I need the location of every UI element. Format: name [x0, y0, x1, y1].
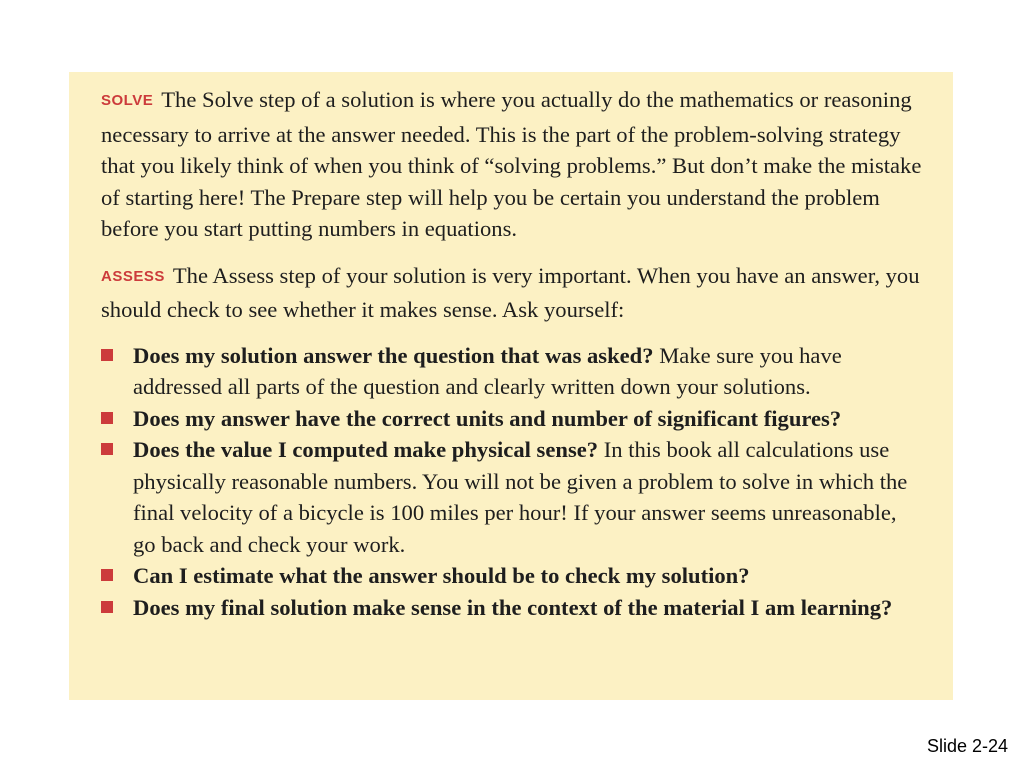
checklist-question: Does the value I computed make physical sense?: [133, 437, 599, 462]
checklist-question: Does my solution answer the question that was asked?: [133, 342, 654, 368]
solve-paragraph: [101, 84, 923, 245]
list-item: [101, 560, 923, 592]
square-bullet-icon: [101, 601, 113, 613]
list-item: [101, 403, 923, 435]
checklist-question: Can I estimate what the answer should be to check my solution?: [133, 563, 750, 588]
solve-text: The Solve step of a solution is where you actually do the mathematics or reasoning necessary to arrive at the answer needed. This is the part of the problem-solving strategy that you likely think of when you think of “solving problems.” But don’t make the mistake of starting here! The Prepare step will help you be certain you understand the problem before you start putting numbers in equations.: [101, 87, 922, 241]
assess-label: ASSESS: [101, 267, 165, 285]
square-bullet-icon: [101, 569, 113, 581]
checklist-question: Does my answer have the correct units and number of significant figures?: [133, 405, 842, 431]
text-panel: [69, 72, 953, 700]
assess-text: The Assess step of your solution is very important. When you have an answer, you should check to see whether it makes sense. Ask yourself:: [101, 262, 920, 322]
assess-checklist: [101, 340, 923, 624]
checklist-detail: In this book all calculations use physically reasonable numbers. You will not be given a problem to solve in which the final velocity of a bicycle is 100 miles per hour! If your answer seems unreasonable, go back and check your work.: [133, 437, 908, 557]
checklist-question: Does my final solution make sense in the context of the material I am learning?: [133, 594, 893, 620]
list-item: [101, 434, 923, 560]
square-bullet-icon: [101, 412, 113, 424]
solve-label: SOLVE: [101, 92, 154, 109]
assess-paragraph: [101, 260, 923, 326]
checklist-detail: Make sure you have addressed all parts of the question and clearly written down your solutions.: [133, 342, 842, 399]
slide-number: Slide 2-24: [926, 736, 1008, 756]
square-bullet-icon: [101, 443, 113, 455]
list-item: [101, 340, 923, 403]
list-item: [101, 592, 923, 624]
square-bullet-icon: [101, 349, 113, 361]
